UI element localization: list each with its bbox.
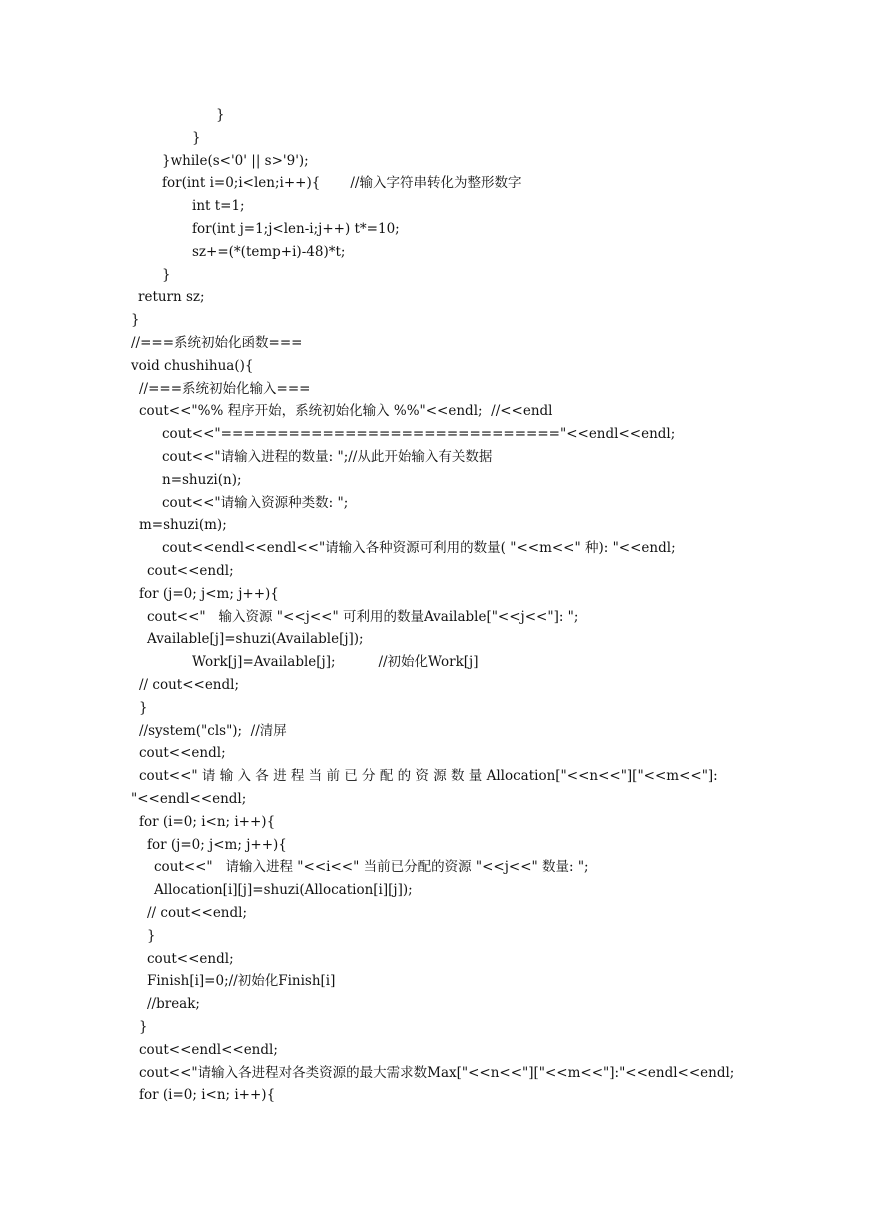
code-line: sz+=(*(temp+i)-48)*t; — [192, 243, 346, 260]
code-line: cout<<"=============================="<<endl<<endl; — [162, 426, 676, 443]
code-line: m=shuzi(m); — [139, 517, 227, 534]
code-line: } — [139, 1019, 148, 1035]
code-line: cout<<" 输入资源 "<<j<<" 可利用的数量Available["<<j<<"]: "; — [147, 608, 579, 625]
code-line: cout<<" 请输入进程 "<<i<<" 当前已分配的资源 "<<j<<" 数量: "; — [154, 859, 589, 876]
code-line: cout<<"%% 程序开始，系统初始化输入 %%"<<endl; //<<endl — [139, 403, 553, 420]
code-line: for (j=0; j<m; j++){ — [139, 585, 279, 602]
code-line: } — [139, 699, 148, 716]
code-line: // cout<<endl; — [147, 905, 248, 921]
code-line: cout<<"请输入各进程对各类资源的最大需求数Max["<<n<<"]["<<m<<"]:"<<endl<<endl; — [139, 1064, 735, 1081]
code-line: cout<<endl<<endl<<"请输入各种资源可利用的数量( "<<m<<" 种): "<<endl; — [162, 540, 676, 557]
code-line: for(int i=0;i<len;i++){ //输入字符串转化为整形数字 — [162, 175, 522, 192]
code-line: cout<<"请输入资源种类数: "; — [162, 494, 349, 511]
code-line: cout<<endl; — [139, 745, 226, 762]
code-line: void chushihua(){ — [131, 357, 254, 374]
code-line: } — [131, 312, 140, 329]
code-line: int t=1; — [192, 198, 245, 215]
code-line: Allocation[i][j]=shuzi(Allocation[i][j]); — [154, 882, 413, 899]
code-line: //break; — [147, 996, 200, 1013]
code-line: for (j=0; j<m; j++){ — [147, 836, 287, 853]
code-line: "<<endl<<endl; — [131, 791, 247, 807]
code-line: } — [162, 266, 171, 283]
code-line: for (i=0; i<n; i++){ — [139, 813, 276, 830]
code-line: cout<<"请输入进程的数量: ";//从此开始输入有关数据 — [162, 449, 493, 465]
code-line: Available[j]=shuzi(Available[j]); — [147, 631, 364, 648]
code-line: } — [216, 107, 225, 123]
code-line: } — [147, 927, 156, 944]
code-line: //===系统初始化函数=== — [131, 335, 303, 351]
code-line: //===系统初始化输入=== — [139, 380, 311, 397]
code-line: n=shuzi(n); — [162, 471, 242, 488]
code-line: cout<<endl<<endl; — [139, 1041, 278, 1058]
code-line: for(int j=1;j<len-i;j++) t*=10; — [192, 221, 400, 237]
code-line: return sz; — [138, 289, 205, 306]
code-line: cout<<endl; — [147, 563, 234, 579]
code-line: // cout<<endl; — [139, 677, 240, 693]
code-line: } — [192, 129, 201, 146]
code-line: Work[j]=Available[j]; //初始化Work[j] — [192, 654, 479, 671]
code-line: cout<<endl; — [147, 950, 234, 967]
code-line: for (i=0; i<n; i++){ — [139, 1087, 276, 1104]
code-line: Finish[i]=0;//初始化Finish[i] — [147, 973, 336, 990]
code-line: cout<<" 请 输 入 各 进 程 当 前 已 分 配 的 资 源 数 量 Allocation["<<n<<"]["<<m<<"]: — [139, 768, 718, 785]
code-line: //system("cls"); //清屏 — [139, 722, 287, 739]
code-line: }while(s<'0' || s>'9'); — [162, 152, 309, 169]
